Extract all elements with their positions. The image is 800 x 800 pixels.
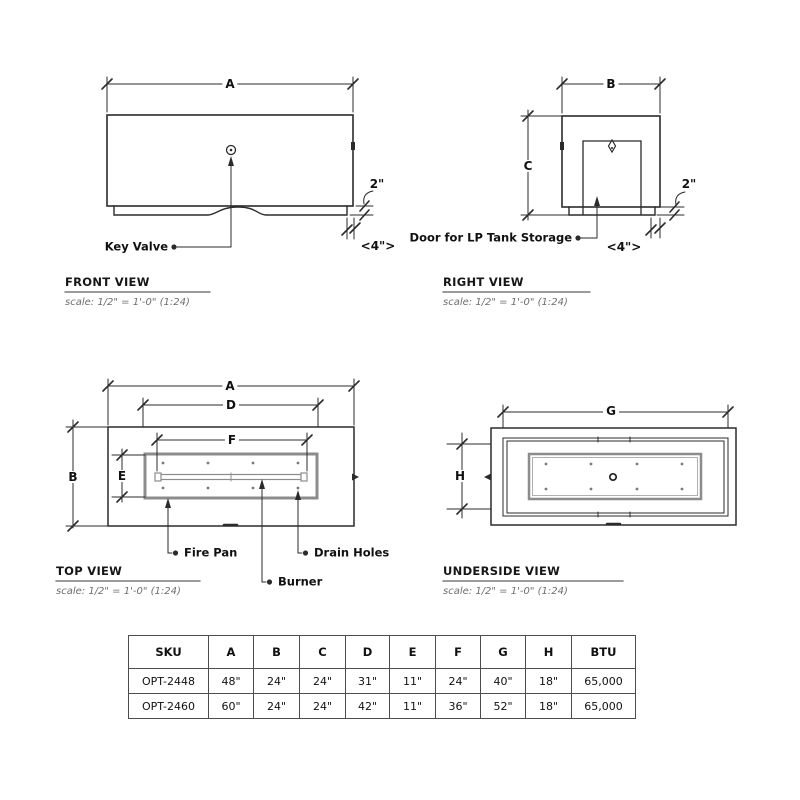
spec-cell: 24": [300, 694, 346, 719]
underside-view-title: UNDERSIDE VIEW: [443, 564, 561, 578]
spec-cell: 31": [346, 669, 390, 694]
top-dim-f-label: F: [225, 434, 239, 446]
spec-table-header-row: [129, 636, 636, 669]
spec-cell: 24": [300, 669, 346, 694]
spec-cell: 24": [254, 694, 300, 719]
spec-header-b: B: [254, 636, 300, 669]
front-dim-2in-label: 2": [367, 178, 388, 190]
right-view-scale: scale: 1/2" = 1'-0" (1:24): [443, 297, 568, 308]
spec-cell: 18": [526, 669, 572, 694]
spec-table-row-opt2460: [129, 694, 636, 719]
spec-cell: 42": [346, 694, 390, 719]
spec-header-g: G: [481, 636, 526, 669]
front-view-drawing: [65, 77, 373, 292]
fire-pan-label: Fire Pan: [184, 545, 238, 560]
spec-cell: 18": [526, 694, 572, 719]
spec-cell: 24": [254, 669, 300, 694]
spec-cell: 52": [481, 694, 526, 719]
underside-view-drawing: [443, 405, 736, 581]
right-dim-c-label: C: [521, 160, 536, 172]
underside-dim-g-label: G: [603, 405, 619, 417]
top-view-title: TOP VIEW: [56, 564, 123, 578]
spec-header-h: H: [526, 636, 572, 669]
spec-cell: 11": [390, 669, 436, 694]
spec-table-row-opt2448: [129, 669, 636, 694]
spec-cell: 40": [481, 669, 526, 694]
key-valve-label: Key Valve: [104, 239, 168, 254]
spec-cell: 36": [436, 694, 481, 719]
spec-cell: OPT-2448: [129, 669, 209, 694]
burner-label: Burner: [278, 574, 323, 589]
spec-header-btu: BTU: [572, 636, 636, 669]
front-dim-4in-label: <4">: [358, 240, 399, 252]
underside-view-scale: scale: 1/2" = 1'-0" (1:24): [443, 586, 568, 597]
spec-header-e: E: [390, 636, 436, 669]
top-dim-a-label: A: [222, 380, 237, 392]
right-dim-b-label: B: [603, 78, 618, 90]
spec-cell: 24": [436, 669, 481, 694]
top-dim-e-label: E: [115, 470, 129, 482]
right-dim-4in-label: <4">: [604, 241, 645, 253]
underside-dim-h-label: H: [452, 470, 468, 482]
spec-header-c: C: [300, 636, 346, 669]
lp-tank-door-label: Door for LP Tank Storage: [409, 230, 572, 245]
top-view-scale: scale: 1/2" = 1'-0" (1:24): [56, 586, 181, 597]
spec-header-sku: SKU: [129, 636, 209, 669]
spec-cell: 11": [390, 694, 436, 719]
spec-cell: OPT-2460: [129, 694, 209, 719]
front-view-title: FRONT VIEW: [65, 275, 150, 289]
right-view-drawing: [443, 77, 685, 292]
top-dim-d-label: D: [223, 399, 239, 411]
spec-cell: 48": [209, 669, 254, 694]
front-dim-a-label: A: [222, 78, 237, 90]
top-dim-b-label: B: [65, 471, 80, 483]
right-dim-2in-label: 2": [679, 178, 700, 190]
spec-cell: 65,000: [572, 694, 636, 719]
right-view-title: RIGHT VIEW: [443, 275, 524, 289]
spec-cell: 65,000: [572, 669, 636, 694]
spec-header-f: F: [436, 636, 481, 669]
spec-header-a: A: [209, 636, 254, 669]
front-view-scale: scale: 1/2" = 1'-0" (1:24): [65, 297, 190, 308]
drain-holes-label: Drain Holes: [314, 545, 390, 560]
spec-table: [128, 635, 636, 719]
spec-cell: 60": [209, 694, 254, 719]
spec-header-d: D: [346, 636, 390, 669]
